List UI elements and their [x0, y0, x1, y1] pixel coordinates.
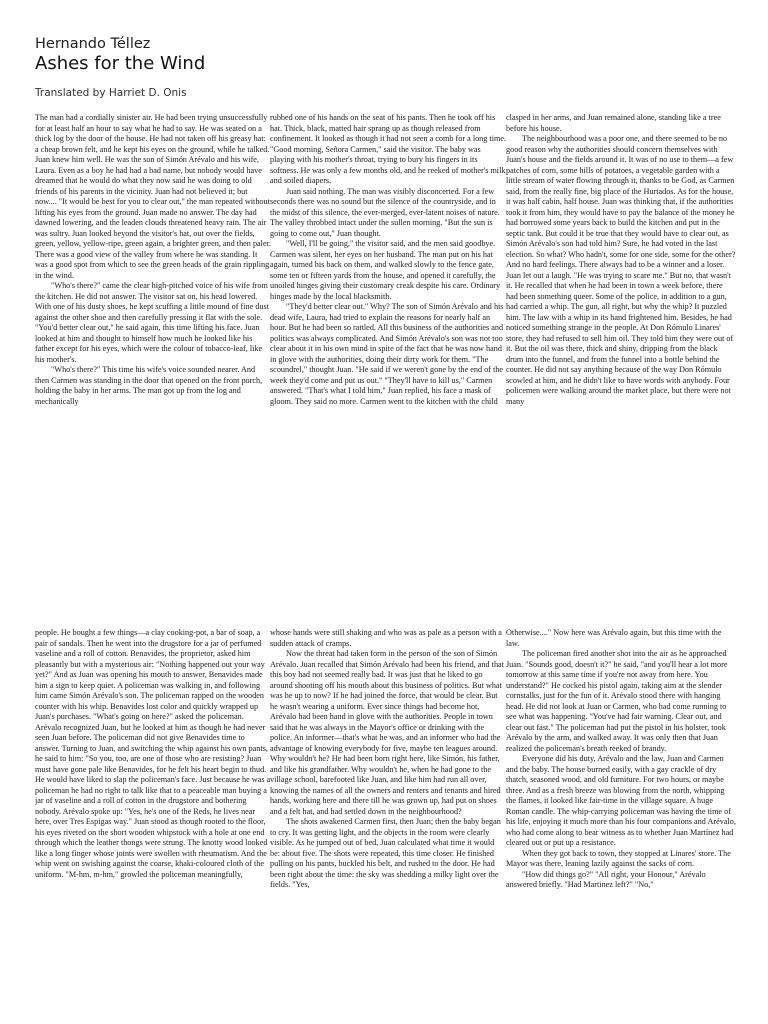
translator-credit: Translated by Harriet D. Onis: [35, 87, 187, 99]
paragraph: The neighbourhood was a poor one, and there seemed to be no good reason why the authorities should concern themselves with Juan's house and the fields around it. It was of no use to them—a few patches of corn, some hills of potatoes, a vegetable garden with a little stream of water flowing through it, thanks to be God, as Carmen said, from the really fine, big place of the Hurtados. As for the house, it was half cabin, half house. Juan was thinking that, if the authorities took it from him, they would have to pay the balance of the money he had borrowed some years back to build the kitchen and put in the septic tank. But could it be true that they would have to clear out, as Simón Arévalo's son had told him? Sure, he had voted in the last election. So what? Who hadn't, some for one side, some for the other? And no hard feelings. There always had to be a winner and a loser. Juan let out a laugh. "He was trying to scare me." But no, that wasn't it. He recalled that when he had been in town a week before, there had been something queer. Some of the police, in addition to a gun, had carried a whip. The gun, all right, but why the whip? It puzzled him. The law with a whip in its hand frightened him. Besides, he had noticed something strange in the people. At Don Rómulo Linares' store, they had refused to sell him oil. They told him they were out of it. But the oil was there, thick and shiny, dripping from the black drum into the funnel, and from the funnel into a bottle behind the counter. He did not say anything because of the way Don Rómulo scowled at him, and he didn't like to have words with anybody. Four policemen were walking around the market place, but there were not many: [506, 134, 736, 406]
text-column-top-middle: [270, 113, 506, 553]
paragraph: whose hands were still shaking and who was as pale as a person with a sudden attack of cramps.: [270, 628, 502, 648]
paragraph: "They'd better clear out." Why? The son of Simón Arévalo and his dead wife, Laura, had tried to explain the reasons for nearly half an hour. But he had been so rattled. All this business of the authorities and politics was always complicated. And Simón Arévalo's son was not too clear about it in his own mind in spite of the fact that he was now hand in glove with the authorities, doing their dirty work for them. "The scoundrel," thought Juan. "He said if we weren't gone by the end of the week they'd come and put us out." "They'll have to kill us," Carmen answered. "That's what I told him," Juan replied, his face a mask of gloom. They said no more. Carmen went to the kitchen with the child: [270, 302, 504, 406]
paragraph: Juan said nothing. The man was visibly disconcerted. For a few seconds there was no sound but the silence of the countryside, and in the midst of this silence, the ever-merged, ever-latent noises of nature. The valley throbbed intact under the sullen morning. "But the sun is going to come out," Juan thought.: [270, 186, 500, 238]
text-column-top-right: [506, 113, 736, 553]
paragraph: When they got back to town, they stopped at Linares' store. The Mayor was there, leaning lazily against the sacks of corn.: [506, 848, 731, 868]
paragraph: Otherwise...." Now here was Arévalo again, but this time with the law.: [506, 628, 722, 648]
text-column-top-left: [35, 113, 271, 553]
story-title: Ashes for the Wind: [35, 53, 206, 74]
paragraph: "Who's there?" This time his wife's voice sounded nearer. And then Carmen was standing in the door that opened on the front porch, holding the baby in her arms. The man got up from the log and mechanically: [35, 365, 263, 406]
paragraph: Everyone did his duty, Arévalo and the law, Juan and Carmen and the baby. The house burned easily, with a gay crackle of dry thatch, seasoned wood, and old furniture. For two hours, or maybe three. And as a fresh breeze was blowing from the north, whipping the flames, it looked like fair-time in the village square. A huge Roman candle. The whip-carrying policeman was having the time of his life, enjoying it much more than his four companions and Arévalo, who had come along to bear witness as to whether Juan Martínez had cleared out or put up a resistance.: [506, 754, 736, 847]
text-column-bottom-middle: [270, 628, 506, 1024]
text-column-bottom-right: [506, 628, 736, 1024]
paragraph: "How did things go?" "All right, your Honour," Arévalo answered briefly. "Had Martinez left?" "No,": [506, 869, 706, 889]
author-name: Hernando Téllez: [35, 36, 151, 52]
paragraph: "Who's there?" came the clear high-pitched voice of his wife from the kitchen. He did not answer. The visitor sat on, his head lowered. With one of his dusty shoes, he kept scuffing a little mound of fine dust against the other shoe and then carefully pressing it flat with the sole. "You'd better clear out," he said again, this time lifting his face. Juan looked at him and thought to himself how much he looked like his father except for his eyes, which were the colour of tobacco-leaf, like his mother's.: [35, 281, 269, 364]
paragraph: The policeman fired another shot into the air as he approached Juan. "Sounds good, doesn't it?" he said, "and you'll hear a lot more tomorrow at this same time if you're not away from here. You understand?" He cocked his pistol again, taking aim at the slender cornstalks, just for the fun of it. Arévalo stood there with hanging head. He did not look at Juan or Carmen, who had come running to see what was happening. "You've had fair warning. Clear out, and clear out fast." The policeman had put the pistol in his holster, took Arévalo by the arm, and walked away. It was only then that Juan realized the policeman's breath reeked of brandy.: [506, 649, 728, 753]
paragraph: "Well, I'll be going," the visitor said, and the men said goodbye. Carmen was silent, her eyes on her husband. The man put on his hat again, turned his back on them, and walked slowly to the fence gate, some ten or fifteen yards from the house, and opened it carefully, the unoiled hinges giving their customary creak despite his care. Ordinary hinges made by the local blacksmith.: [270, 239, 501, 301]
paragraph: rubbed one of his hands on the seat of his pants. Then he took off his hat. Thick, black, matted hair sprang up as though released from confinement. It looked as though it had not seen a comb for a long time. "Good morning, Señora Carmen," said the visitor. The baby was playing with his mother's throat, trying to bury his fingers in its softness. He was only a few months old, and he reeked of mother's milk and soiled diapers.: [270, 113, 506, 185]
paragraph: people. He bought a few things—a clay cooking-pot, a bar of soap, a pair of sandals. Then he went into the drugstore for a jar of perfumed vaseline and a roll of cotton. Benavides, the proprietor, asked him pleasantly but with a mysterious air: "Nothing happened out your way yet?" And as Juan was opening his mouth to answer, Benavides made him a sign to keep quiet. A policeman was walking in, and following him came Simón Arévalo's son. The policeman rapped on the wooden counter with his whip. Benavides lost color and quickly wrapped up Juan's purchases. "What's going on here?" asked the policeman. Arévalo recognized Juan, but he looked at him as though he had never seen Juan before. The policeman did not give Benavides time to answer. Turning to Juan, and switching the whip against his own pants, he said to him: "So you, too, are one of those who are resisting? Juan must have gone pale like Benavides, for he felt his heart begin to thud. He would have liked to slap the policeman's face. Just because he was a policeman he had no right to talk like that to a peaceable man buying a jar of vaseline and a roll of cotton in the drugstore and bothering nobody. Arévalo spoke up: "Yes, he's one of the Reds, he lives near here, over Tres Espigas way." Juan stood as though rooted to the floor, his eyes riveted on the short wooden whipstock with a hole at one end through which the leather thongs were strung. The knotty wood looked like a long finger whose joints were swollen with rheumatism. And the whip went on swishing against the coarse, khaki-coloured cloth of the uniform. "M-hm, m-hm," growled the policeman meaningfully,: [35, 628, 271, 879]
text-column-bottom-left: [35, 628, 271, 1024]
paragraph: clasped in her arms, and Juan remained alone, standing like a tree before his house.: [506, 113, 721, 133]
paragraph: The shots awakened Carmen first, then Juan; then the baby began to cry. It was getting light, and the objects in the room were clearly visible. As he jumped out of bed, Juan calculated what time it would be: about five. The shots were repeated, this time closer. He finished pulling on his pants, buckled his belt, and rushed to the door. He had been right about the time: the sky was shedding a milky light over the fields. "Yes,: [270, 817, 501, 889]
paragraph: Now the threat had taken form in the person of the son of Simón Arévalo. Juan recalled that Simón Arévalo had been his friend, and that this boy had not seemed really bad. It was just that he liked to go around shooting off his mouth about this business of politics. But what was he up to now? If he had joined the force, that would be clear. But he wasn't wearing a uniform. Ever since things had become hot, Arévalo had been hand in glove with the authorities. People in town said that he was always in the Mayor's office or drinking with the police. An informer—that's what he was, and an informer who had the advantage of knowing everybody for five, maybe ten leagues around. Why wouldn't he? He had been born right here, like Simón, his father, and like his grandfather. Why wouldn't he, when he had gone to the village school, barefooted like Juan, and like him had run all over, knowing the names of all the owners and renters and tenants and hired hands, working here and there till he was grown up, had put on shoes and a felt hat, and had settled down in the neighbourhood?: [270, 649, 504, 816]
paragraph: The man had a cordially sinister air. He had been trying unsuccessfully for at least half an hour to say what he had to say. He was seated on a thick log by the door of the house. He had not taken off his greasy hat: a cheap brown felt, and he kept his eyes on the ground, while he talked. Juan knew him well. He was the son of Simón Arévalo and his wife, Laura. Even as a boy he had had a bad name, but nobody would have dreamed that he would do what they now said he was doing to old friends of his parents in the vicinity. Juan had not believed it; but now.... "It would be best for you to clear out," the man repeated without lifting his eyes from the ground. Juan made no answer. The day had dawned lowering, and the leaden clouds threatened heavy rain. The air was sultry. Juan looked beyond the visitor's hat, out over the fields, green, yellow, yellow-ripe, green again, a brighter green, and then paler. There was a good view of the valley from where he was standing. It was a good spot from which to see the green heads of the grain rippling in the wind.: [35, 113, 271, 280]
